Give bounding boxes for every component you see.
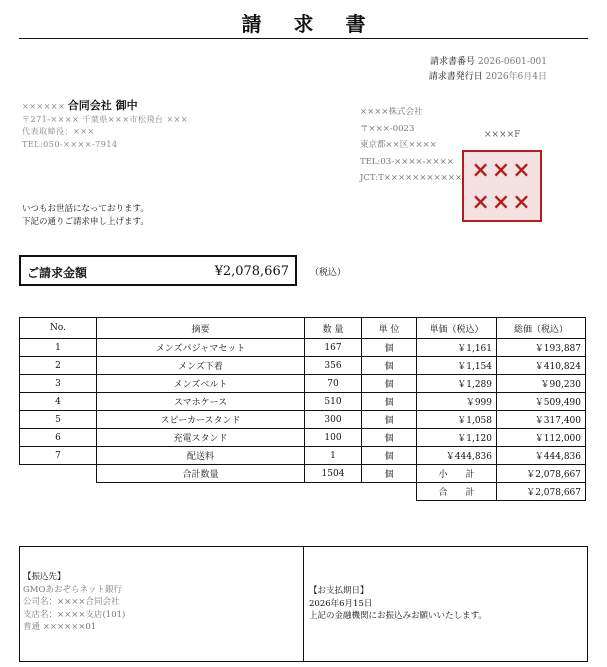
tax-included-note: （税込） — [310, 268, 347, 278]
cell-unit: 個 — [362, 447, 417, 465]
payment-date: 2026年6月15日 — [309, 598, 373, 609]
seal-mark: ××××F — [484, 130, 521, 140]
cell-no: 2 — [20, 357, 97, 375]
cell-unit: 個 — [362, 339, 417, 357]
subtotal-value: ￥2,078,667 — [497, 465, 586, 483]
bank-branch: 支店名：××××支店(101) — [23, 609, 126, 620]
items-table — [19, 317, 586, 501]
invoice-meta — [429, 55, 547, 85]
cell-qty: 356 — [305, 357, 362, 375]
qty-total-unit: 個 — [362, 465, 417, 483]
cell-no: 5 — [20, 411, 97, 429]
cell-price: ￥1,154 — [417, 357, 497, 375]
cell-no: 4 — [20, 393, 97, 411]
seal-line-1: ××× — [471, 157, 533, 183]
issuer-block — [360, 104, 462, 187]
customer-prefix: ×××××× — [22, 102, 66, 111]
bank-heading: 【振込先】 — [23, 572, 66, 582]
cell-unit: 個 — [362, 429, 417, 447]
payment-due — [309, 585, 487, 623]
issue-date-label: 請求書発行日 — [428, 72, 483, 82]
billing-amount-value: ¥2,078,667 — [214, 264, 289, 279]
bank-account-name: 公司名：××××合同会社 — [23, 597, 120, 607]
cell-no: 6 — [20, 429, 97, 447]
table-row — [20, 411, 586, 429]
greeting-line-1: いつもお世話になっております。 — [22, 204, 149, 214]
cell-qty: 100 — [305, 429, 362, 447]
cell-qty: 167 — [305, 339, 362, 357]
cell-desc: メンズパジャマセット — [97, 339, 305, 357]
customer-rep: 代表取締役：××× — [22, 127, 95, 136]
customer-tel: TEL:050-××××-7914 — [22, 139, 118, 149]
qty-total-value: 1504 — [305, 465, 362, 483]
customer-address: 〒271-×××× 千葉県×××市松飛台 ××× — [22, 114, 189, 124]
subtotal-label: 小 計 — [417, 465, 497, 483]
table-row — [20, 447, 586, 465]
grand-total-value: ￥2,078,667 — [497, 483, 586, 501]
cell-total: ￥317,400 — [497, 411, 586, 429]
cell-desc: メンズ下着 — [97, 357, 305, 375]
billing-amount-label: ご請求金額 — [27, 266, 88, 280]
cell-total: ￥509,490 — [497, 393, 586, 411]
payment-heading: 【お支払期日】 — [309, 586, 369, 596]
issuer-tel: TEL:03-××××-×××× — [360, 156, 454, 167]
cell-no: 1 — [20, 339, 97, 357]
issuer-company: ××××株式会社 — [360, 107, 423, 117]
table-header-row — [20, 318, 586, 339]
cell-no: 3 — [20, 375, 97, 393]
cell-total: ￥444,836 — [497, 447, 586, 465]
bank-name: GMOあおぞらネット銀行 — [23, 584, 122, 595]
bank-info — [23, 571, 125, 634]
cell-desc: 充電スタンド — [97, 429, 305, 447]
issue-date: 2026年6月4日 — [485, 72, 547, 82]
title-underline — [19, 38, 588, 39]
issuer-zip: 〒×××-0023 — [360, 123, 415, 134]
cell-unit: 個 — [362, 393, 417, 411]
col-qty-header: 数 量 — [305, 318, 362, 339]
cell-price: ￥1,289 — [417, 375, 497, 393]
company-seal — [462, 150, 542, 222]
issuer-jct: JCT:T××××××××××× — [360, 173, 463, 183]
cell-no: 7 — [20, 447, 97, 465]
payment-note: 上記の金融機関にお振込みお願いいたします。 — [309, 611, 487, 621]
cell-price: ￥1,161 — [417, 339, 497, 357]
cell-desc: メンズベルト — [97, 375, 305, 393]
table-row — [20, 357, 586, 375]
table-row — [20, 429, 586, 447]
page-title: 請求書 — [241, 12, 398, 36]
billing-amount-box — [19, 255, 297, 286]
customer-block — [22, 100, 188, 151]
cell-unit: 個 — [362, 375, 417, 393]
cell-price: ￥999 — [417, 393, 497, 411]
cell-qty: 70 — [305, 375, 362, 393]
cell-unit: 個 — [362, 357, 417, 375]
col-no-header: No. — [20, 318, 97, 339]
cell-desc: スマホケース — [97, 393, 305, 411]
greeting-line-2: 下記の通りご請求申し上げます。 — [22, 217, 149, 227]
col-price-header: 単価（税込） — [417, 318, 497, 339]
issuer-address: 東京都××区×××× — [360, 140, 437, 150]
cell-price: ￥1,120 — [417, 429, 497, 447]
cell-qty: 1 — [305, 447, 362, 465]
customer-name: 合同会社 御中 — [67, 99, 138, 112]
cell-total: ￥410,824 — [497, 357, 586, 375]
grand-total-row — [20, 483, 586, 501]
grand-total-label: 合 計 — [417, 483, 497, 501]
cell-qty: 510 — [305, 393, 362, 411]
payment-info-divider — [303, 546, 304, 662]
seal-line-2: ××× — [471, 189, 533, 215]
invoice-no: 2026-0601-001 — [477, 57, 547, 67]
cell-desc: スピーカースタンド — [97, 411, 305, 429]
cell-total: ￥112,000 — [497, 429, 586, 447]
qty-total-row — [20, 465, 586, 483]
cell-total: ￥90,230 — [497, 375, 586, 393]
table-row — [20, 375, 586, 393]
col-total-header: 総価（税込） — [497, 318, 586, 339]
cell-qty: 300 — [305, 411, 362, 429]
qty-total-label: 合計数量 — [97, 465, 305, 483]
col-unit-header: 単 位 — [362, 318, 417, 339]
bank-account: 普通 ××××××01 — [23, 622, 97, 632]
greeting — [22, 203, 149, 229]
table-row — [20, 339, 586, 357]
col-desc-header: 摘要 — [97, 318, 305, 339]
cell-price: ￥444,836 — [417, 447, 497, 465]
cell-desc: 配送料 — [97, 447, 305, 465]
cell-total: ￥193,887 — [497, 339, 586, 357]
invoice-no-label: 請求書番号 — [430, 57, 476, 67]
table-row — [20, 393, 586, 411]
cell-price: ￥1,058 — [417, 411, 497, 429]
cell-unit: 個 — [362, 411, 417, 429]
